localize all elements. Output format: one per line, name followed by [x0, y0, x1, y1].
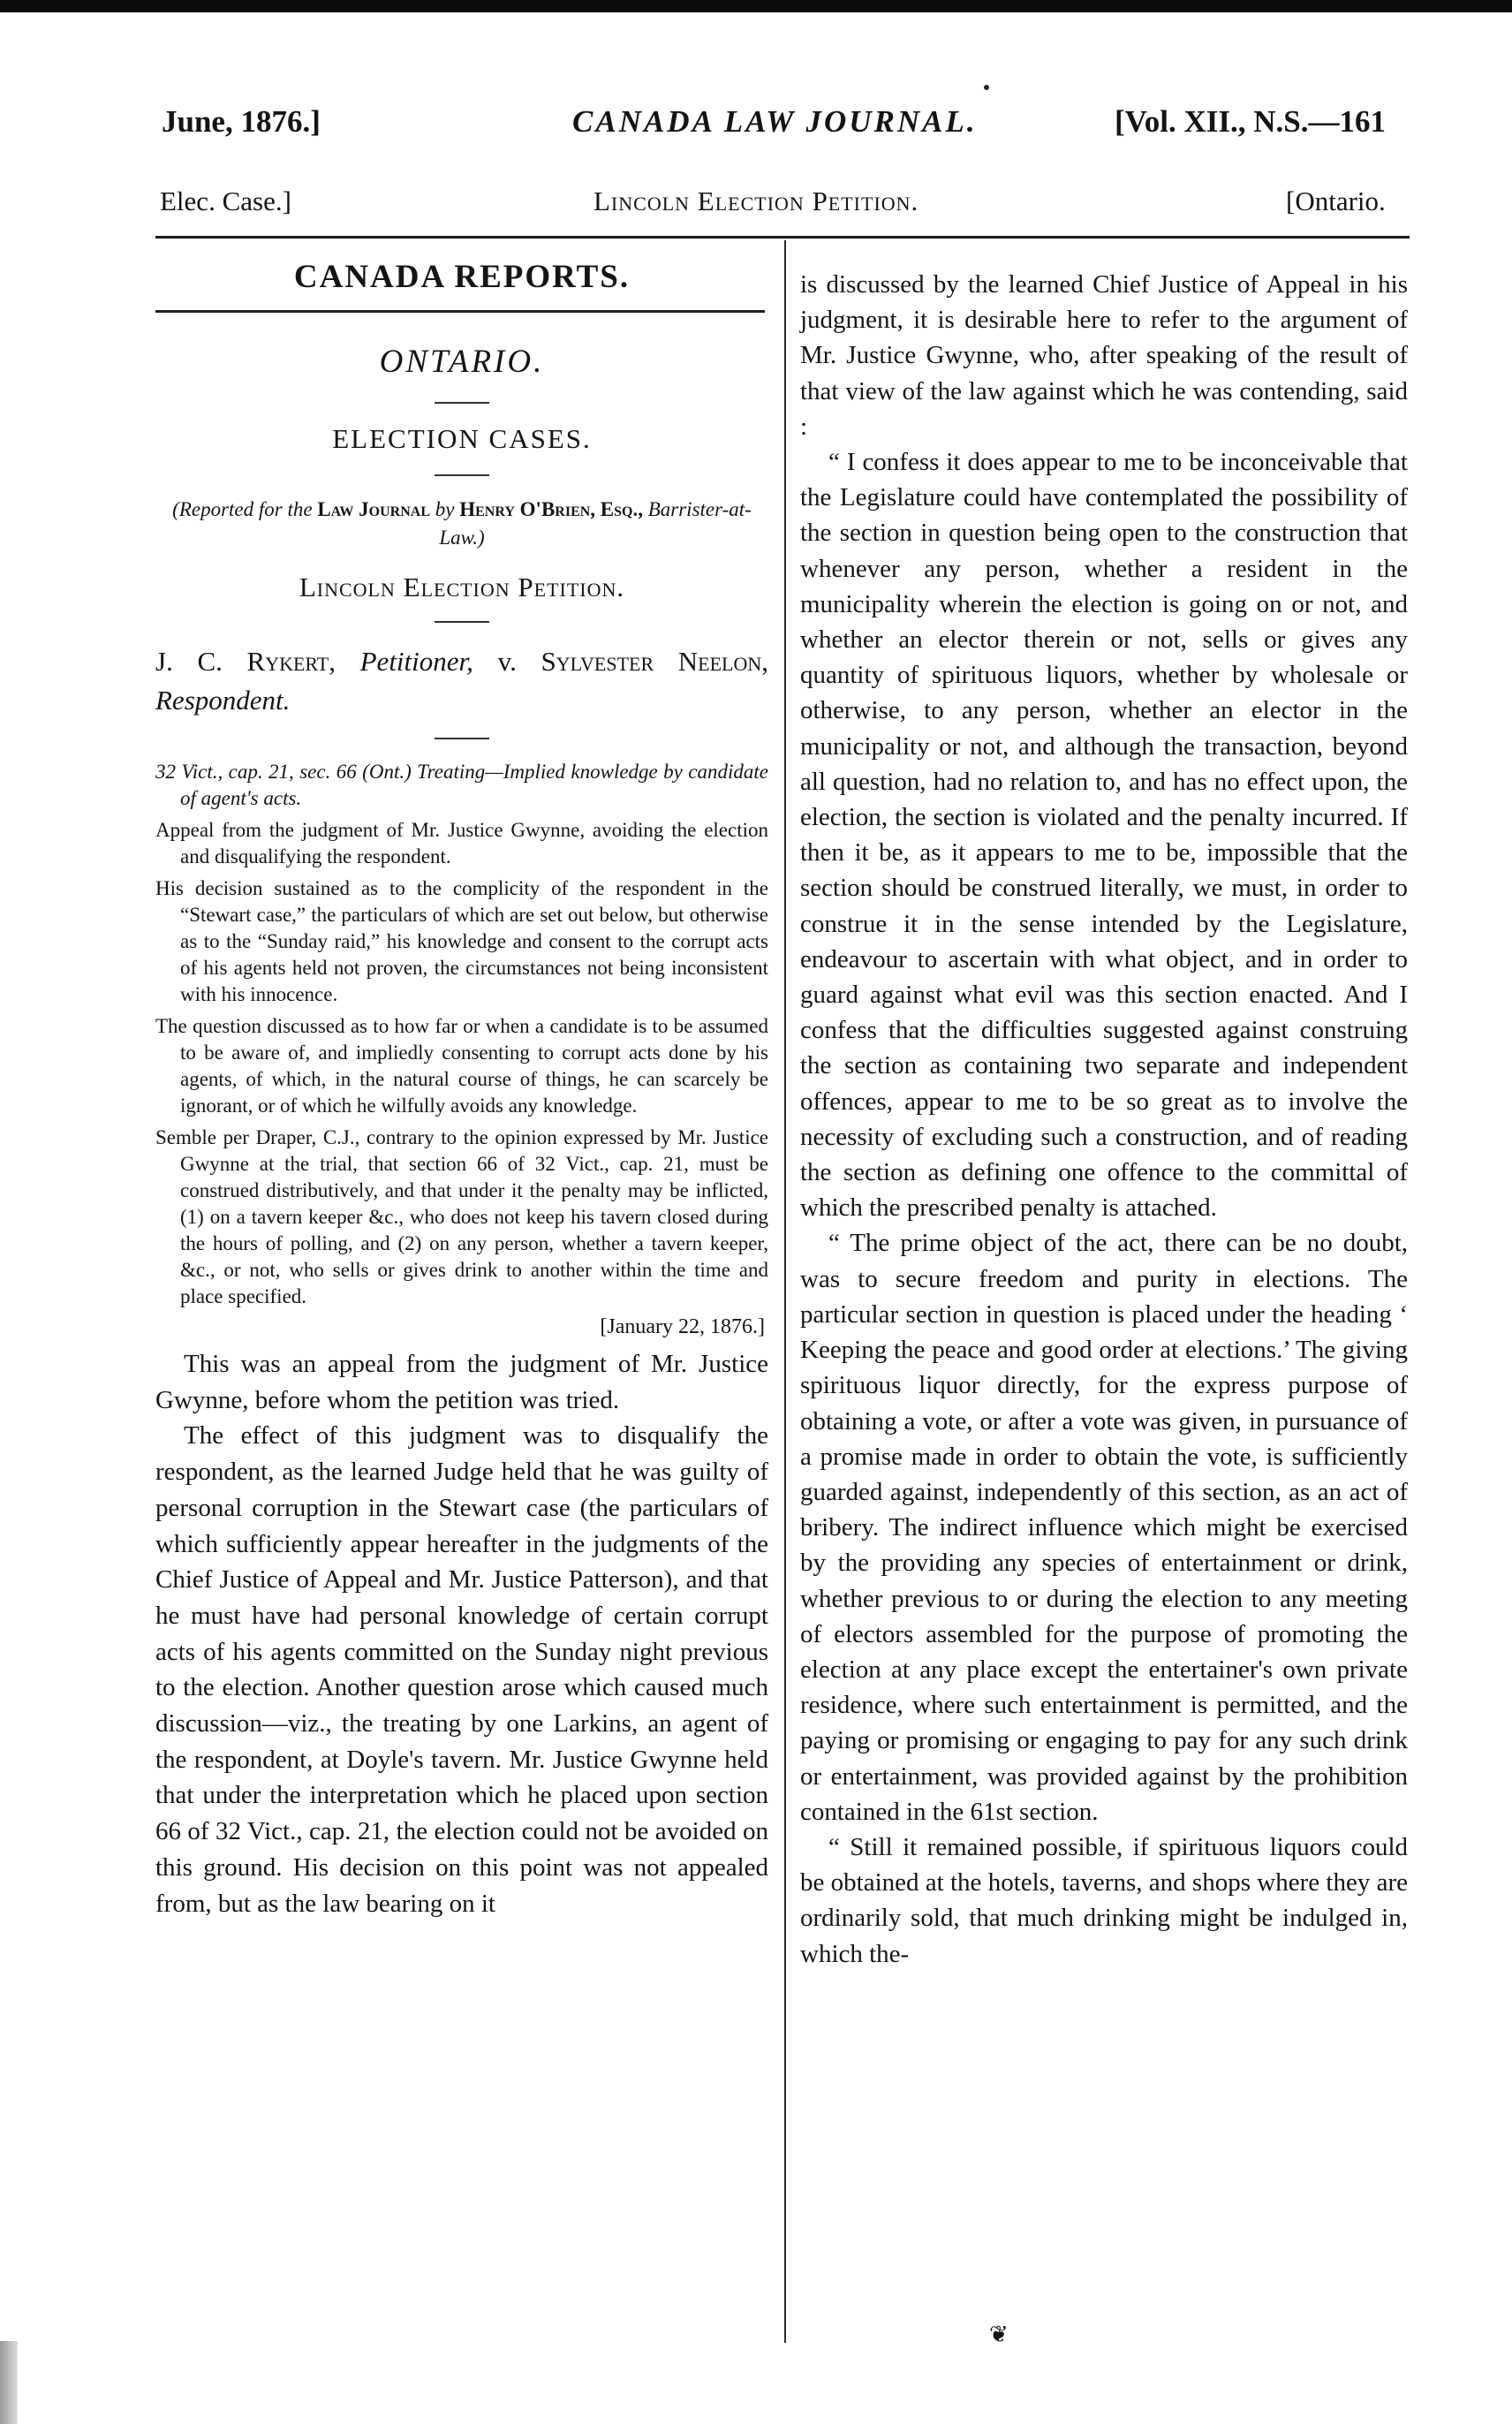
respondent-role: Respondent.: [155, 685, 291, 716]
versus: v.: [497, 646, 517, 677]
short-rule: [435, 621, 489, 623]
header-rule: [155, 236, 1410, 239]
scan-top-border: [0, 0, 1512, 12]
running-head-date: June, 1876.]: [162, 104, 321, 139]
case-title: Lincoln Election Petition.: [299, 572, 625, 602]
subhead-case-name: Lincoln Election Petition.: [593, 186, 919, 216]
reporter-name: Henry O'Brien, Esq.,: [459, 498, 643, 520]
column-divider: [784, 240, 786, 2343]
headnote-paragraph: His decision sustained as to the complicity of the respondent in the “Stewart case,” the particulars of which are set out below, but otherwise as to the “Sunday raid,” his knowledge and consent to the corrupt acts of his agents held not proven, the circumstances not being inconsistent with his innocence.: [155, 877, 768, 1005]
reporter-by: by: [435, 498, 455, 520]
right-column: [800, 267, 1408, 1972]
reporter-journal: Law Journal: [317, 498, 431, 520]
decision-date: [January 22, 1876.]: [600, 1315, 765, 1338]
short-rule: [435, 474, 489, 476]
body-paragraph: is discussed by the learned Chief Justice of Appeal in his judgment, it is desirable here to refer to the argument of Mr. Justice Gwynne, who, after speaking of the result of that view of the law against which he was contending, said :: [800, 270, 1408, 441]
petitioner-role: Petitioner,: [359, 646, 473, 677]
subhead-case-type: Elec. Case.]: [160, 186, 291, 216]
reporter-prefix: (Reported for the: [172, 498, 313, 520]
body-paragraph: The effect of this judgment was to disqualify the respondent, as the learned Judge held that he was guilty of personal corruption in the Stewart case (the particulars of which sufficiently appear hereafter in the judgments of the Chief Justice of Appeal and Mr. Justice Patterson), and that he must have had personal knowledge of certain corrupt acts of his agents committed on the Sunday night previous to the election. Another question arose which caused much discussion—viz., the treating by one Larkins, an agent of the respondent, at Doyle's tavern. Mr. Justice Gwynne held that under the interpretation which he placed upon section 66 of 32 Vict., cap. 21, the election could not be avoided on this ground. His decision on this point was not appealed from, but as the law bearing on it: [155, 1421, 768, 1918]
left-column: [155, 251, 768, 1921]
reporter-suffix: Barrister-at-Law.): [439, 498, 752, 549]
running-head-volume-page: [Vol. XII., N.S.—161: [1115, 104, 1386, 139]
section-title: CANADA REPORTS.: [293, 259, 631, 295]
short-rule: [435, 402, 489, 404]
cases-heading: ELECTION CASES.: [332, 423, 592, 454]
headnote-paragraph: The question discussed as to how far or when a candidate is to be assumed to be aware of, and impliedly consenting to corrupt acts done by his agents, of which, in the natural course of things, he can scarcely be ignorant, or of which he wilfully avoids any knowledge.: [155, 1015, 768, 1117]
quoted-paragraph: “ The prime object of the act, there can be no doubt, was to secure freedom and purity in elections. The particular section in question is placed under the heading ‘ Keeping the peace and good order at elections.’ The giving spirituous liquor directly, for the express purpose of obtaining a vote, or after a vote was given, in pursuance of a promise made in order to obtain the vote, is sufficiently guarded against, independently of this section, as an act of bribery. The indirect influence which might be exercised by the providing any species of entertainment or drink, whether previous to or during the election to any meeting of electors assembled for the purpose of promoting the election at any place except the entertainer's own private residence, where such entertainment is permitted, and the paying or promising or engaging to pay for any such drink or entertainment, was provided against by the prohibition contained in the 61st section.: [800, 1229, 1408, 1826]
ornament-icon: ❦: [989, 2322, 1009, 2347]
section-title-rule: [155, 310, 765, 313]
running-head-journal-title: CANADA LAW JOURNAL.: [572, 104, 978, 139]
headnote-statute: 32 Vict., cap. 21, sec. 66 (Ont.) Treating—Implied knowledge by candidate of agent's acts.: [155, 761, 768, 809]
quoted-paragraph: “ Still it remained possible, if spirituous liquors could be obtained at the hotels, taverns, and shops where they are ordinarily sold, that much drinking might be indulged in, which the-: [800, 1832, 1408, 1968]
short-rule: [435, 738, 489, 739]
reporter-credit: [155, 496, 768, 552]
parties-line: [155, 642, 768, 720]
binding-edge: [0, 2341, 18, 2424]
respondent-name: Sylvester Neelon,: [541, 646, 769, 677]
pencil-mark: [984, 85, 989, 90]
province-heading: ONTARIO.: [379, 344, 545, 380]
subhead-province: [Ontario.: [1286, 186, 1386, 216]
body-paragraph: This was an appeal from the judgment of Mr. Justice Gwynne, before whom the petition was tried.: [155, 1350, 768, 1414]
quoted-paragraph: “ I confess it does appear to me to be inconceivable that the Legislature could have contemplated the possibility of the section in question being open to the construction that whenever any person, whether a resident in the municipality wherein the election is going on or not, and whether an elector therein or not, sells or gives any quantity of spirituous liquors, whether by wholesale or otherwise, to any person, whether an elector in the municipality or not, and although the transaction, beyond all question, had no relation to, and has no effect upon, the election, the section is violated and the penalty incurred. If then it be, as it appears to me to be, impossible that the section should be construed literally, we must, in order to construe it in the sense intended by the Legislature, endeavour to ascertain with what object, and in order to guard against what evil was this section enacted. And I confess that the difficulties suggested against construing the section as containing two separate and independent offences, appear to me to be so great as to involve the necessity of excluding such a construction, and of reading the section as defining one offence to the committal of which the prescribed penalty is attached.: [800, 448, 1408, 1223]
headnote-paragraph: Appeal from the judgment of Mr. Justice Gwynne, avoiding the election and disqualifying the respondent.: [155, 819, 768, 867]
petitioner-name: J. C. Rykert,: [155, 646, 336, 677]
headnote-paragraph: Semble per Draper, C.J., contrary to the opinion expressed by Mr. Justice Gwynne at the trial, that section 66 of 32 Vict., cap. 21, must be construed distributively, and that under it the penalty may be inflicted, (1) on a tavern keeper &c., who does not keep his tavern closed during the hours of polling, and (2) on any person, whether a tavern keeper, &c., or not, who sells or gives drink to another within the time and place specified.: [155, 1126, 768, 1307]
